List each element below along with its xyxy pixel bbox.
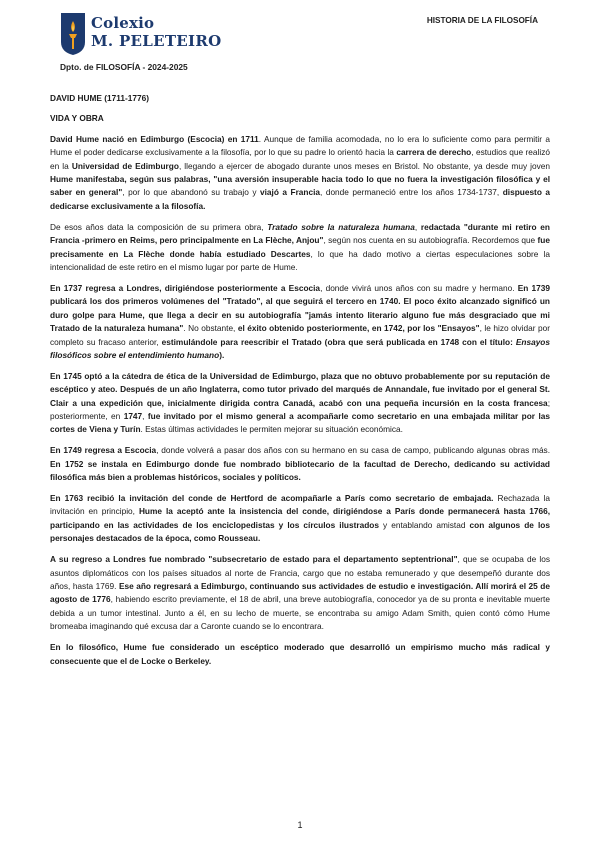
text-run: , llegando a ejercer de abogado durante unos meses en Bristol. No obstante, ya desde muy joven bbox=[178, 160, 550, 171]
text-run: redactada "durante mi retiro en Francia -primero en Reims, pero principalmente en La Flèche, Anjou" bbox=[50, 221, 550, 246]
text-run: viajó a Francia bbox=[260, 187, 321, 198]
text-run: En 1749 regresa a Escocia bbox=[50, 445, 157, 456]
document-body bbox=[50, 92, 550, 675]
text-run: . Aunque de familia acomodada, no lo era lo suficiente como para permitir a Hume el poder dedicarse exclusivamente a la filosofía, por lo que su padre lo orientó hacia la bbox=[50, 133, 550, 158]
text-run: Universidad de Edimburgo bbox=[71, 160, 179, 171]
text-run: ). bbox=[219, 349, 225, 360]
text-run: En 1737 regresa a Londres, dirigiéndose posteriormente a Escocia bbox=[50, 282, 321, 293]
text-run: A su regreso a Londres fue nombrado "subsecretario de estado para el departamento septentrional" bbox=[50, 554, 458, 565]
text-run: De esos años data la composición de su primera obra, bbox=[50, 221, 268, 232]
text-run: Ensayos filosóficos sobre el entendimiento humano bbox=[50, 336, 550, 360]
text-run: , donde vivirá unos años con su madre y hermano. bbox=[320, 282, 518, 293]
text-run: carrera de derecho bbox=[396, 147, 472, 158]
school-name-line2: M. PELETEIRO bbox=[91, 32, 222, 50]
text-run: , bbox=[142, 411, 148, 422]
paragraph bbox=[50, 370, 550, 437]
text-run: . No obstante, bbox=[183, 323, 238, 334]
text-run: . Estas últimas actividades le permiten mejorar su situación económica. bbox=[140, 424, 403, 435]
text-run: Hume manifestaba, según sus palabras, "una aversión insuperable hacia todo lo que no fuera la investigación filosófica y el saber en general" bbox=[50, 174, 550, 198]
text-run: , por lo que abandonó su trabajo y bbox=[122, 187, 260, 198]
text-run: Ese año regresará a Edimburgo, continuando sus actividades de estudio e investigación. Allí morirá el 25 de agosto de 1776 bbox=[50, 581, 550, 605]
text-run: David Hume nació en Edimburgo (Escocia) en 1711 bbox=[50, 133, 259, 144]
text-run: dispuesto a dedicarse exclusivamente a la filosofía. bbox=[50, 187, 550, 211]
text-run: , lo que ha dado motivo a ciertas especulaciones sobre la intencionalidad de este retiro en el mismo lugar por parte de Hume. bbox=[50, 248, 550, 272]
section-heading: VIDA Y OBRA bbox=[50, 113, 104, 124]
paragraph bbox=[50, 553, 550, 633]
text-run: , estudios que realizó en la bbox=[50, 147, 550, 171]
department-label: Dpto. de FILOSOFÍA - 2024-2025 bbox=[60, 62, 188, 72]
school-name-line1: Colexio bbox=[91, 14, 155, 32]
paragraph bbox=[50, 282, 550, 362]
document-title: DAVID HUME (1711-1776) bbox=[50, 93, 149, 103]
paragraph bbox=[50, 492, 550, 546]
text-run: ; posteriormente, en bbox=[50, 397, 550, 422]
paragraph bbox=[50, 133, 550, 213]
text-run: En 1739 publicará los dos primeros volúmenes del "Tratado", al que seguirá el tercero en 1740. El poco éxito alcanzado significó un duro golpe para Hume, que llega a decir en su autobiografía "jamás intento literario alguno fue más desgraciado que mi Tratado de la naturaleza humana" bbox=[50, 282, 550, 334]
text-run: 1747 bbox=[123, 411, 143, 422]
text-run: , que se ocupaba de los asuntos diplomáticos con los países situados al norte de Francia, cargo que no estaba remunerado y que desempeñó durante dos años, hasta 1769. bbox=[50, 554, 551, 591]
text-run: Tratado sobre la naturaleza humana bbox=[267, 221, 415, 232]
text-run: , le hizo olvidar por completo su fracaso anterior, bbox=[50, 323, 550, 347]
text-run: , bbox=[414, 221, 421, 232]
text-run: Hume la aceptó ante la insistencia del conde, dirigiéndose a París donde permanecerá hasta 1766, participando en las actividades de los enciclopedistas y los círculos ilustrados bbox=[50, 506, 551, 530]
text-run: el éxito obtenido posteriormente, en 1742, por los "Ensayos" bbox=[237, 323, 480, 334]
text-run: con algunos de los personajes destacados de la época, como Rousseau. bbox=[50, 519, 550, 544]
text-run: y entablando amistad bbox=[378, 519, 470, 530]
text-run: estimulándole para reescribir el Tratado (obra que será publicada en 1748 con el título: bbox=[161, 336, 516, 347]
paragraph bbox=[50, 221, 550, 275]
text-run: En 1745 optó a la cátedra de ética de la Universidad de Edimburgo, plaza que no obtuvo probablemente por su reputación de escéptico y ateo. Después de un año Inglaterra, como tutor privado del marqués de Annandale, fue invitado por el general St. Clair a una expedición que, inicialmente dirigida contra Canadá, acabó con una pequeña incursión en la costa francesa bbox=[50, 370, 550, 408]
subject-title: HISTORIA DE LA FILOSOFÍA bbox=[426, 16, 538, 25]
text-run: , según nos cuenta en su autobiografía. Recordemos que bbox=[323, 235, 538, 246]
text-run: En 1763 recibió la invitación del conde de Hertford de acompañarle a París como secretario de embajada. bbox=[50, 493, 494, 504]
text-run: , donde volverá a pasar dos años con su hermano en su casa de campo, publicando algunas obras más. bbox=[156, 445, 551, 456]
paragraph bbox=[50, 444, 550, 484]
text-run: fue precisamente en La Flèche donde había estudiado Descartes bbox=[50, 235, 550, 259]
text-run: , habiendo escrito previamente, el 18 de abril, una breve autobiografía, conocedor ya de su pronta e inevitable muerte debida a un tumor intestinal. Junto a él, en su lecho de muerte, se encontraba su amigo Adam Smith, quien contó cómo Hume bromeaba imaginando qué excusa dar a Caronte cuando se lo encontrara. bbox=[50, 594, 550, 632]
text-run: En 1752 se instala en Edimburgo donde fue nombrado bibliotecario de la facultad de Derecho, dedicando su actividad filosófica más bien a problemas históricos, sociales y políticos. bbox=[50, 458, 550, 483]
text-run: En lo filosófico, Hume fue considerado un escéptico moderado que desarrolló un empirismo mucho más radical y consecuente que el de Locke o Berkeley. bbox=[50, 642, 550, 666]
school-crest-icon bbox=[60, 12, 86, 56]
page-number: 1 bbox=[297, 820, 303, 830]
text-run: fue invitado por el mismo general a acompañarle como secretario en una embajada militar por las cortes de Viena y Turín bbox=[50, 411, 550, 435]
paragraph bbox=[50, 641, 550, 668]
text-run: Rechazada la invitación en principio, bbox=[50, 493, 550, 517]
text-run: , donde permaneció entre los años 1734-1737, bbox=[320, 187, 503, 198]
school-logo bbox=[91, 14, 222, 50]
